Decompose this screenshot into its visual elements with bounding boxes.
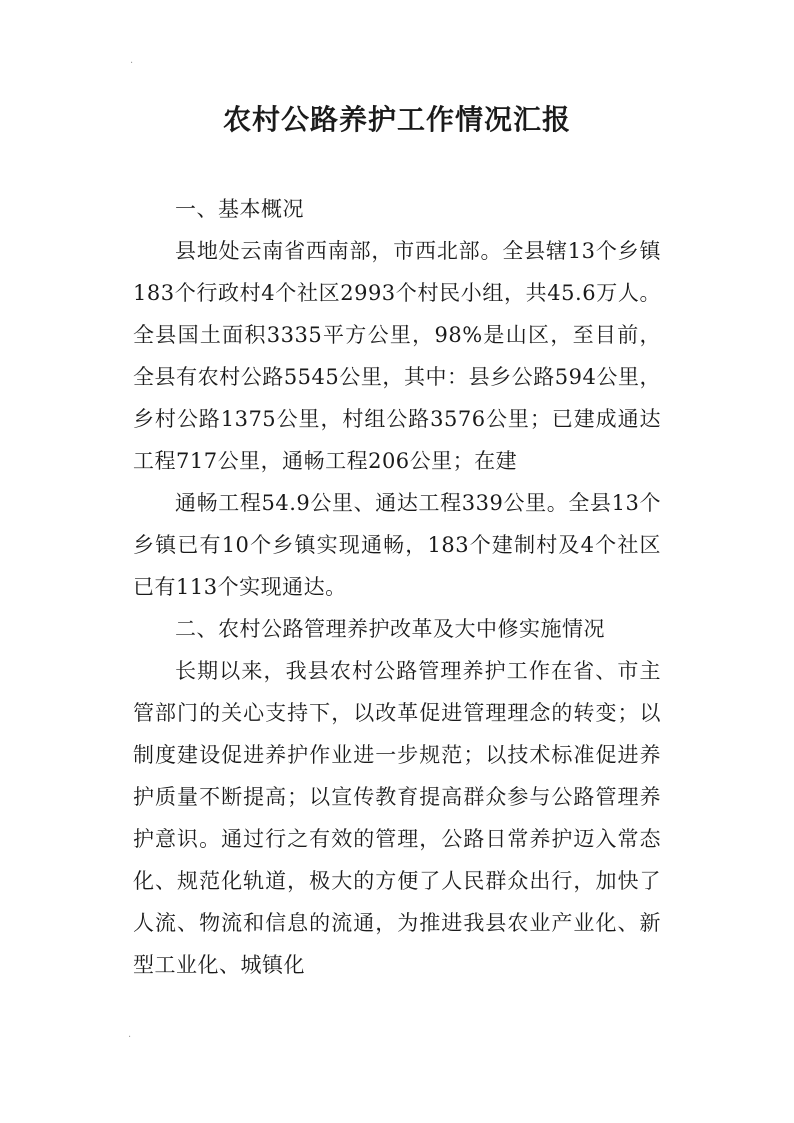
document-title: 农村公路养护工作情况汇报 — [222, 103, 571, 136]
corner-mark: · — [128, 1032, 132, 1043]
paragraph: 通畅工程54.9公里、通达工程339公里。全县13个乡镇已有10个乡镇实现通畅，183个建制村及4个社区已有113个实现通达。 — [133, 491, 661, 599]
paragraph: 县地处云南省西南部，市西北部。全县辖13个乡镇183个行政村4个社区2993个村民小组，共45.6万人。全县国土面积3335平方公里，98%是山区，至目前，全县有农村公路5545公里，其中：县乡公路594公里，乡村公路1375公里，村组公路3576公里；已建成通达工程717公里，通畅工程206公里；在建 — [133, 239, 661, 473]
document-body — [133, 188, 661, 986]
section-heading: 二、农村公路管理养护改革及大中修实施情况 — [175, 617, 605, 641]
corner-mark: · — [130, 58, 134, 69]
paragraph: 长期以来，我县农村公路管理养护工作在省、市主管部门的关心支持下，以改革促进管理理念的转变；以制度建设促进养护作业进一步规范；以技术标准促进养护质量不断提高；以宣传教育提高群众参与公路管理养护意识。通过行之有效的管理，公路日常养护迈入常态化、规范化轨道，极大的方便了人民群众出行，加快了人流、物流和信息的流通，为推进我县农业产业化、新型工业化、城镇化 — [133, 659, 661, 977]
section-heading: 一、基本概况 — [175, 197, 304, 221]
